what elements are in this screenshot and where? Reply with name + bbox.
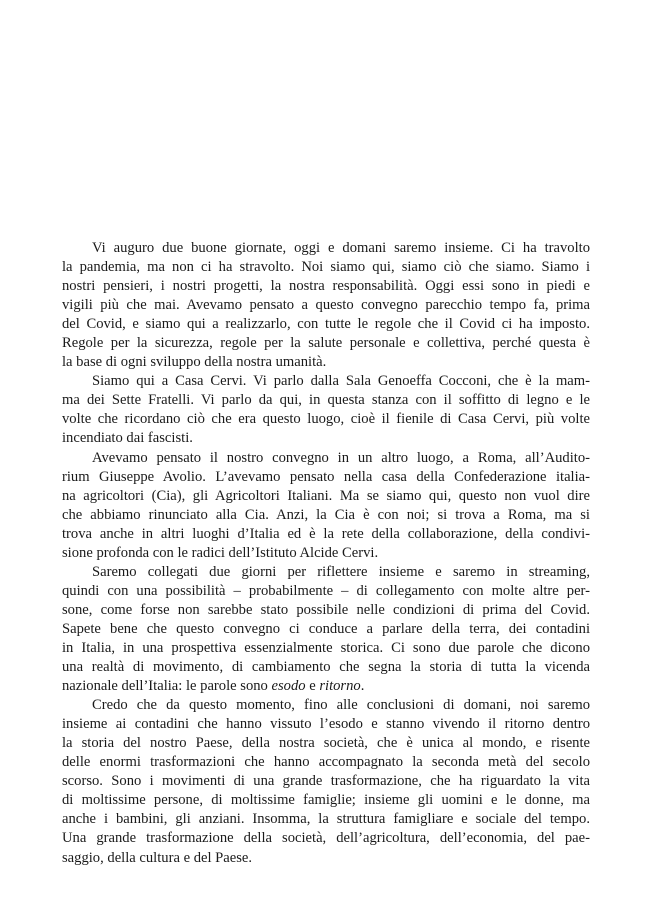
text-line: insieme ai contadini che hanno vissuto l’esodo e stanno vivendo il ritorno dentro (62, 716, 590, 733)
text-line: Vi auguro due buone giornate, oggi e domani saremo insieme. Ci ha travolto (92, 240, 590, 256)
text-line: Siamo qui a Casa Cervi. Vi parlo dalla Sala Genoeffa Cocconi, che è la mam- (92, 373, 590, 390)
text-line: rium Giuseppe Avolio. L’avevamo pensato nella casa della Confederazione italia- (62, 468, 590, 485)
text-line: delle enormi trasformazioni che hanno accompagnato la seconda metà del secolo (62, 754, 590, 771)
text-line: Saremo collegati due giorni per riflettere insieme e saremo in streaming, (92, 563, 590, 580)
paragraph (62, 563, 590, 696)
text-line: anche i bambini, gli anziani. Insomma, la struttura famigliare e sociale del tempo. (62, 811, 590, 828)
paragraph (62, 239, 590, 372)
text-line: na agricoltori (Cia), gli Agricoltori Italiani. Ma se siamo qui, questo non vuol dire (62, 487, 590, 504)
text-line: una realtà di movimento, di cambiamento che segna la storia di tutta la vicenda (62, 659, 590, 676)
text-line: in Italia, in una prospettiva essenzialmente storica. Ci sono due parole che dicono (62, 639, 590, 656)
text-line: Una grande trasformazione della società, dell’agricoltura, dell’economia, del pae- (62, 830, 590, 847)
text-line: vigili più che mai. Avevamo pensato a questo convegno parecchio tempo fa, prima (62, 297, 590, 314)
text-line: Avevamo pensato il nostro convegno in un altro luogo, a Roma, all’Audito- (92, 449, 590, 466)
text-line: Regole per la sicurezza, regole per la salute personale e collettiva, perché questa è (62, 335, 590, 352)
paragraph (62, 449, 590, 563)
text-line: quindi con una possibilità – probabilmente – di collegamento con molte altre per- (62, 582, 590, 599)
text-line: Credo che da questo momento, fino alle conclusioni di domani, noi saremo (92, 697, 590, 714)
text-line: nostri pensieri, i nostri progetti, la nostra responsabilità. Oggi essi sono in piedi e (62, 278, 590, 295)
text-line: la pandemia, ma non ci ha stravolto. Noi siamo qui, siamo ciò che siamo. Siamo i (62, 259, 590, 276)
text-line: sione profonda con le radici dell’Istituto Alcide Cervi. (62, 544, 379, 561)
text-line: trova anche in altri luoghi d’Italia ed è la rete della collaborazione, della condivi- (62, 525, 590, 542)
text-line: scorso. Sono i movimenti di una grande trasformazione, che ha riguardato la vita (62, 773, 590, 790)
text-segment: . (360, 678, 365, 695)
paragraph (62, 696, 590, 867)
text-line: volte che ricordano ciò che era questo luogo, cioè il fienile di Casa Cervi, più volte (62, 411, 590, 428)
document-body (62, 239, 590, 868)
paragraph (62, 372, 590, 448)
text-line: la base di ogni sviluppo della nostra umanità. (62, 354, 327, 371)
emphasis-ritorno: ritorno (319, 678, 361, 695)
text-line (62, 677, 590, 696)
text-line: sone, come forse non sarebbe stato possibile nelle condizioni di prima del Covid. (62, 601, 590, 618)
text-line: che abbiamo rinunciato alla Cia. Anzi, la Cia è con noi; si trova a Roma, ma si (62, 506, 590, 523)
text-line: di moltissime persone, di moltissime famiglie; insieme gli uomini e le donne, ma (62, 792, 590, 809)
text-line: del Covid, e siamo qui a realizzarlo, con tutte le regole che il Covid ci ha imposto. (62, 316, 590, 333)
text-segment: nazionale dell’Italia: le parole sono (62, 678, 272, 695)
emphasis-esodo: esodo (271, 678, 306, 695)
text-line: Sapete bene che questo convegno ci conduce a parlare della terra, dei contadini (62, 620, 590, 637)
text-segment: e (305, 678, 320, 695)
text-line: ma dei Sette Fratelli. Vi parlo da qui, in questa stanza con il soffitto di legno e le (62, 392, 590, 409)
text-line: la storia del nostro Paese, della nostra società, che è unica al mondo, e risente (62, 735, 590, 752)
text-line: saggio, della cultura e del Paese. (62, 849, 253, 866)
text-line: incendiato dai fascisti. (62, 430, 193, 447)
